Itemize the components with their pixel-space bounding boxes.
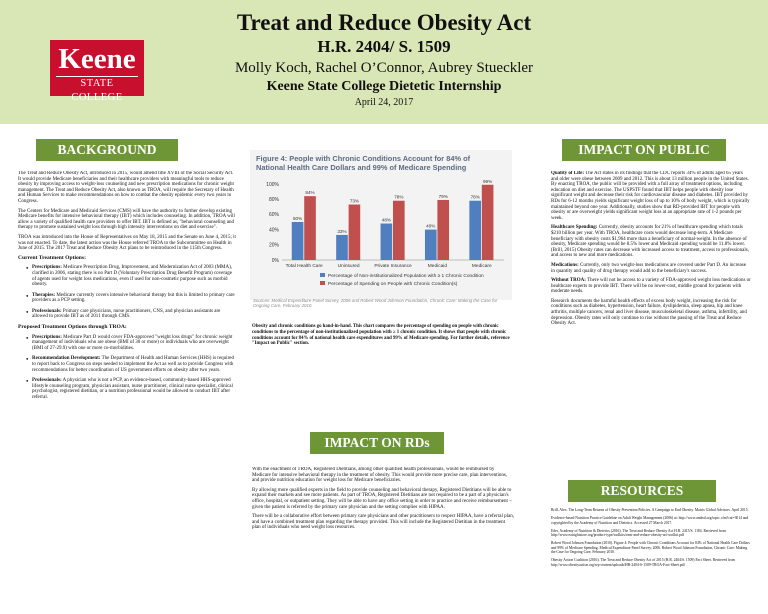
x-tick-label: Medicare [471, 264, 492, 269]
public-paragraph-quality: Quality of Life: The Act states in its findings that the CDC reports 34% of adults aged 65 years and older were obese between 2009 and 2012. This is about 13 million people in the United States. By enacting TROA, the public will be provided with a full array of treatment options, including education on diet and exercise. The USPSTF found that IBT helps people with obesity lose significant weight and decrease their risk for cardiovascular disease and diabetes. IBT provided by RDs for 6-12 months yields significant weight loss of up to 10% of body weight, which is typically maintained beyond one year. Additionally, studies show that RD-provided IBT for people with obesity or are overweight yields significant weight loss at an appropriate rate of 1-2 pounds per week. [551, 171, 750, 221]
y-tick-label: 20% [268, 242, 279, 249]
logo-sub: STATE COLLEGE [56, 76, 138, 105]
public-paragraph-spending: Healthcare Spending: Currently, obesity accounts for 21% of healthcare spending which totals $210 billion per year. With TROA, healthcare costs would decrease long-term. A Medicare beneficiary with obesity costs $1,964 more than a beneficiary of normal-weight. In the absence of obesity, Medicare spending would be 8.5% lower and Medicaid spending would be 11.8% lower. (Brill, 2015) Obesity rates can decrease with increased access to treatment, access to professionals, and access to new and more medications. [551, 225, 749, 259]
bar-value-label: 40% [426, 223, 436, 229]
list-item: ● Recommendation Development: The Department of Health and Human Services (HHS) is required to report back to Congress on steps needed to implement the Act as well as to provide Congress with recommendations for better coordination of US government efforts on obesity after two years. [32, 356, 236, 373]
background-paragraph-1: The Treat and Reduce Obesity Act, introduced in 2015, would amend title XVIII of the Social Security Act. It would provide Medicare beneficiaries and their healthcare providers with meaningful tools to reduce obesity by improving access to weight-loss counseling and new prescription medications for chronic weight management. The Treat and Reduce Obesity Act, also known as TROA, will require the Secretary of Health and Human Services to make recommendations on how to combat the obesity epidemic every two years to Congress. [18, 171, 234, 204]
bar-value-label: 99% [483, 178, 493, 184]
bar-population [381, 224, 393, 260]
y-tick-label: 0% [271, 257, 279, 264]
bar-spending [437, 200, 449, 260]
bar-value-label: 78% [394, 194, 404, 200]
bar-spending [304, 196, 316, 260]
y-tick-label: 100% [266, 181, 279, 188]
background-paragraph-3: TROA was introduced into the House of Representatives on May 18, 2015 and the Senate on June 4, 2015; it was not enacted. To date, the latest action was the House referred TROA to the Subcommittee on Health in June of 2015. The 2017 Treat and Reduce Obesity Act plans to be reintroduced in the 115th Congress. [18, 234, 236, 252]
impact-public-heading: IMPACT ON PUBLIC [562, 139, 726, 161]
figure-4-chart [250, 150, 512, 300]
legend-swatch [320, 273, 325, 277]
legend-swatch [320, 281, 325, 285]
bar-population [292, 222, 304, 260]
bar-population [336, 235, 348, 260]
list-item: ● Prescriptions: Medicare Prescription Drug, Improvement, and Modernization Act of 2003 (MMA), clarified in 2006, stating there is no Part D (Voluntary Prescription Drug Benefit Program) coverage of agents used for weight loss medications, even if used for non-cosmetic purpose such as morbid obesity. [32, 265, 236, 287]
resource-item: Robert Wood Johnson Foundation (2010). Figure 4: People with Chronic Conditions Account for 84% of National Health Care Dollars and 99% of Medicare Spending. Medical Expenditure Panel Survey, 2006. Robert Wood Johnson Foundation, Chronic Care: Making the Case for Ongoing Care, February 2010. [551, 541, 750, 555]
resource-item: Eder, Academy of Nutrition & Dietetics (2016). The Treat and Reduce Obesity Act H.R. 2415/S. 1184. Retrieved from http://www.eatrightstore.org/product-type/toolkits/treat-and-reduce-obesity-act-toolkit.pdf [551, 528, 726, 538]
bill-number: H.R. 2404/ S. 1509 [317, 37, 451, 56]
bar-value-label: 79% [438, 193, 448, 199]
chart-title: Figure 4: People with Chronic Conditions Account for 84% of National Health Care Dollars and 99% of Medicare Spending [256, 154, 471, 172]
bar-value-label: 78% [470, 194, 480, 200]
rds-paragraph-2: By allowing more qualified experts in the field to provide counseling and behavioral therapy, Registered Dietitians will be able to expand their markets and see more patients. As part of TROA, Registered Dietitians are not required to be a part of a physician's office, hospital, or outpatient setting. They will be able to have any office setting in order to practice and receive reimbursement – given the patient is referred by the primary care physician and the setting complies with HIPAA. [252, 487, 512, 510]
public-paragraph-research: Research documents the harmful health effects of excess body weight, increasing the risk for conditions such as diabetes, hypertension, heart failure, dyslipidemia, sleep apnea, hip and knee arthritis, multiple cancers, renal and liver disease, musculoskeletal disease, asthma, infertility, and depression. Obesity rates will only continue to rise without the passing of the Treat and Reduce Obesity Act. [551, 298, 747, 327]
resource-item: Evidence-based Nutrition Practice Guideline on Adult Weight Management (2006) at: http://www.andeal.org/topic.cfm?cat=3014 and copyrighted by the Academy of Nutrition and Dietetics. Accessed 27 March 2017. [551, 516, 749, 525]
background-paragraph-2: The Centers for Medicare and Medicaid Services (CMS) will have the authority to further develop existing Medicare benefits for intensive behavioral therapy (IBT) which includes counseling. In addition, TROA will allow a variety of qualified health care providers to offer IBT. IBT is defined as, "behavioral counseling and therapy to promote sustained weight loss through high intensity interventions on diet and exercise". [18, 208, 235, 231]
rds-paragraph-3: There will be a collaborative effort between primary care physicians and other practitioners to respect HIPAA, have a referral plan, and have a combined treatment plan regarding the therapy provided. This will include the Registered Dietitian in the treatment plan of individuals who need weight loss resources. [252, 514, 514, 531]
y-tick-label: 80% [268, 197, 279, 203]
proposed-options-list [32, 335, 236, 401]
poster-title: Treat and Reduce Obesity Act [236, 10, 532, 35]
legend-label: Percentage of Non-institutionalized Population with ≥ 1 Chronic Condition [328, 274, 484, 279]
poster-header [0, 0, 768, 124]
current-options-heading: Current Treatment Options: [18, 254, 86, 261]
logo-word: Keene [58, 43, 136, 75]
bar-value-label: 50% [292, 216, 303, 221]
x-tick-label: Private Insurance [374, 264, 412, 269]
list-item: ● Professionals: A physician who is not a PCP, an evidence-based, community-based HHS-approved lifestyle counseling program, physician assistant, nurse practitioner, clinical nurse specialist, clinical psychologist, registered dietitian, or a nutrition professional would be allowed to conduct IBT after referral. [32, 378, 236, 400]
bar-chart [250, 150, 512, 300]
background-heading: BACKGROUND [36, 139, 178, 161]
impact-rds-column [252, 467, 514, 611]
bar-population [425, 230, 437, 260]
title-block [160, 10, 608, 110]
background-column [18, 171, 236, 611]
legend-label: Percentage of Spending on People with Chronic Condition(s) [328, 282, 458, 287]
resources-list [551, 508, 751, 611]
current-options-list [32, 265, 236, 320]
resource-item: Brill, Alex. The Long-Term Returns of Obesity Prevention Policies. A Campaign to End Obesity. Matrix Global Advisors. April 2015. [551, 508, 749, 512]
program: Keene State College Dietetic Internship [266, 79, 502, 94]
bar-spending [482, 185, 494, 260]
list-item: ● Professionals: Primary care physicians, nurse practitioners, CNS, and physician assistants are allowed to provide IBT as of 2011 through CMS. [32, 309, 236, 320]
impact-public-column [551, 171, 751, 467]
figure-source: Sources: Medical Expenditure Panel Survey, 2006 and Robert Wood Johnson Foundation, Chronic Care: Making the Case for Ongoing Care, February 2010. [253, 298, 498, 309]
x-tick-label: Uninsured [337, 264, 360, 269]
impact-rds-heading: IMPACT ON RDs [310, 432, 444, 454]
x-tick-label: Medicaid [427, 264, 448, 269]
bar-value-label: 48% [381, 217, 391, 223]
bar-spending [393, 201, 405, 260]
keene-state-college-logo [50, 40, 144, 103]
proposed-options-heading: Proposed Treatment Options through TROA: [18, 324, 127, 331]
x-tick-label: Total Health Care [285, 264, 323, 269]
resource-item: Obesity Action Coalition (2016). The Treat and Reduce Obesity Act of 2015 (H.R. 2404/S. 1509) Fact Sheet. Retrieved from http://www.obesityaction.org/wp-content/uploads/HR-2404-S-1509-TROA-Fact-Sheet.pdf [551, 558, 736, 567]
y-tick-label: 40% [268, 227, 279, 234]
bar-value-label: 84% [305, 190, 315, 196]
list-item: ● Therapies: Medicare currently covers intensive behavioral therapy but this is limited to primary care providers as a PCP setting. [32, 293, 236, 304]
public-paragraph-medications: Medications: Currently, only two weight-loss medications are covered under Part D. An increase in quantity and quality of drug therapy would add to the beneficiary's success. [551, 262, 746, 274]
rds-paragraph-1: With the enactment of TROA, Registered Dietitians, among other qualified health professionals, would be reimbursed by Medicare for intensive behavioral therapy in the treatment of obesity. This would provide more precise care, plan interventions, and provide nutrition education for weight loss for Medicare beneficiaries. [252, 467, 508, 484]
authors: Molly Koch, Rachel O’Connor, Aubrey Stueckler [234, 60, 534, 76]
date: April 24, 2017 [354, 97, 414, 108]
bar-spending [349, 205, 361, 260]
bar-population [469, 201, 481, 260]
bar-value-label: 33% [337, 228, 347, 234]
bar-value-label: 73% [349, 198, 360, 204]
resources-heading: RESOURCES [568, 480, 716, 502]
list-item: ● Prescriptions: Medicare Part D would cover FDA-approved "weight loss drugs" for chronic weight management of individuals who are obese (BMI of 30 or more) or individuals who are overweight (BMI of 27-29.9) with one or more co-morbidities. [32, 335, 236, 352]
public-paragraph-without-troa: Without TROA: There will not be access to a variety of FDA-approved weight loss medications or healthcare experts to provide IBT. There will be no lower-cost, middle ground for patients with moderate needs. [551, 278, 751, 295]
figure-caption: Obesity and chronic conditions go hand-in-hand. This chart compares the percentage of spending on people with chronic conditions to the percentage of non-institutionalized population with ≥ 1 chronic condition. It shows that people with chronic conditions account for 84% of national health care expenditures and 99% of Medicare spending. For further details, reference "Impact on Public" section. [252, 324, 510, 347]
y-tick-label: 60% [268, 212, 279, 219]
